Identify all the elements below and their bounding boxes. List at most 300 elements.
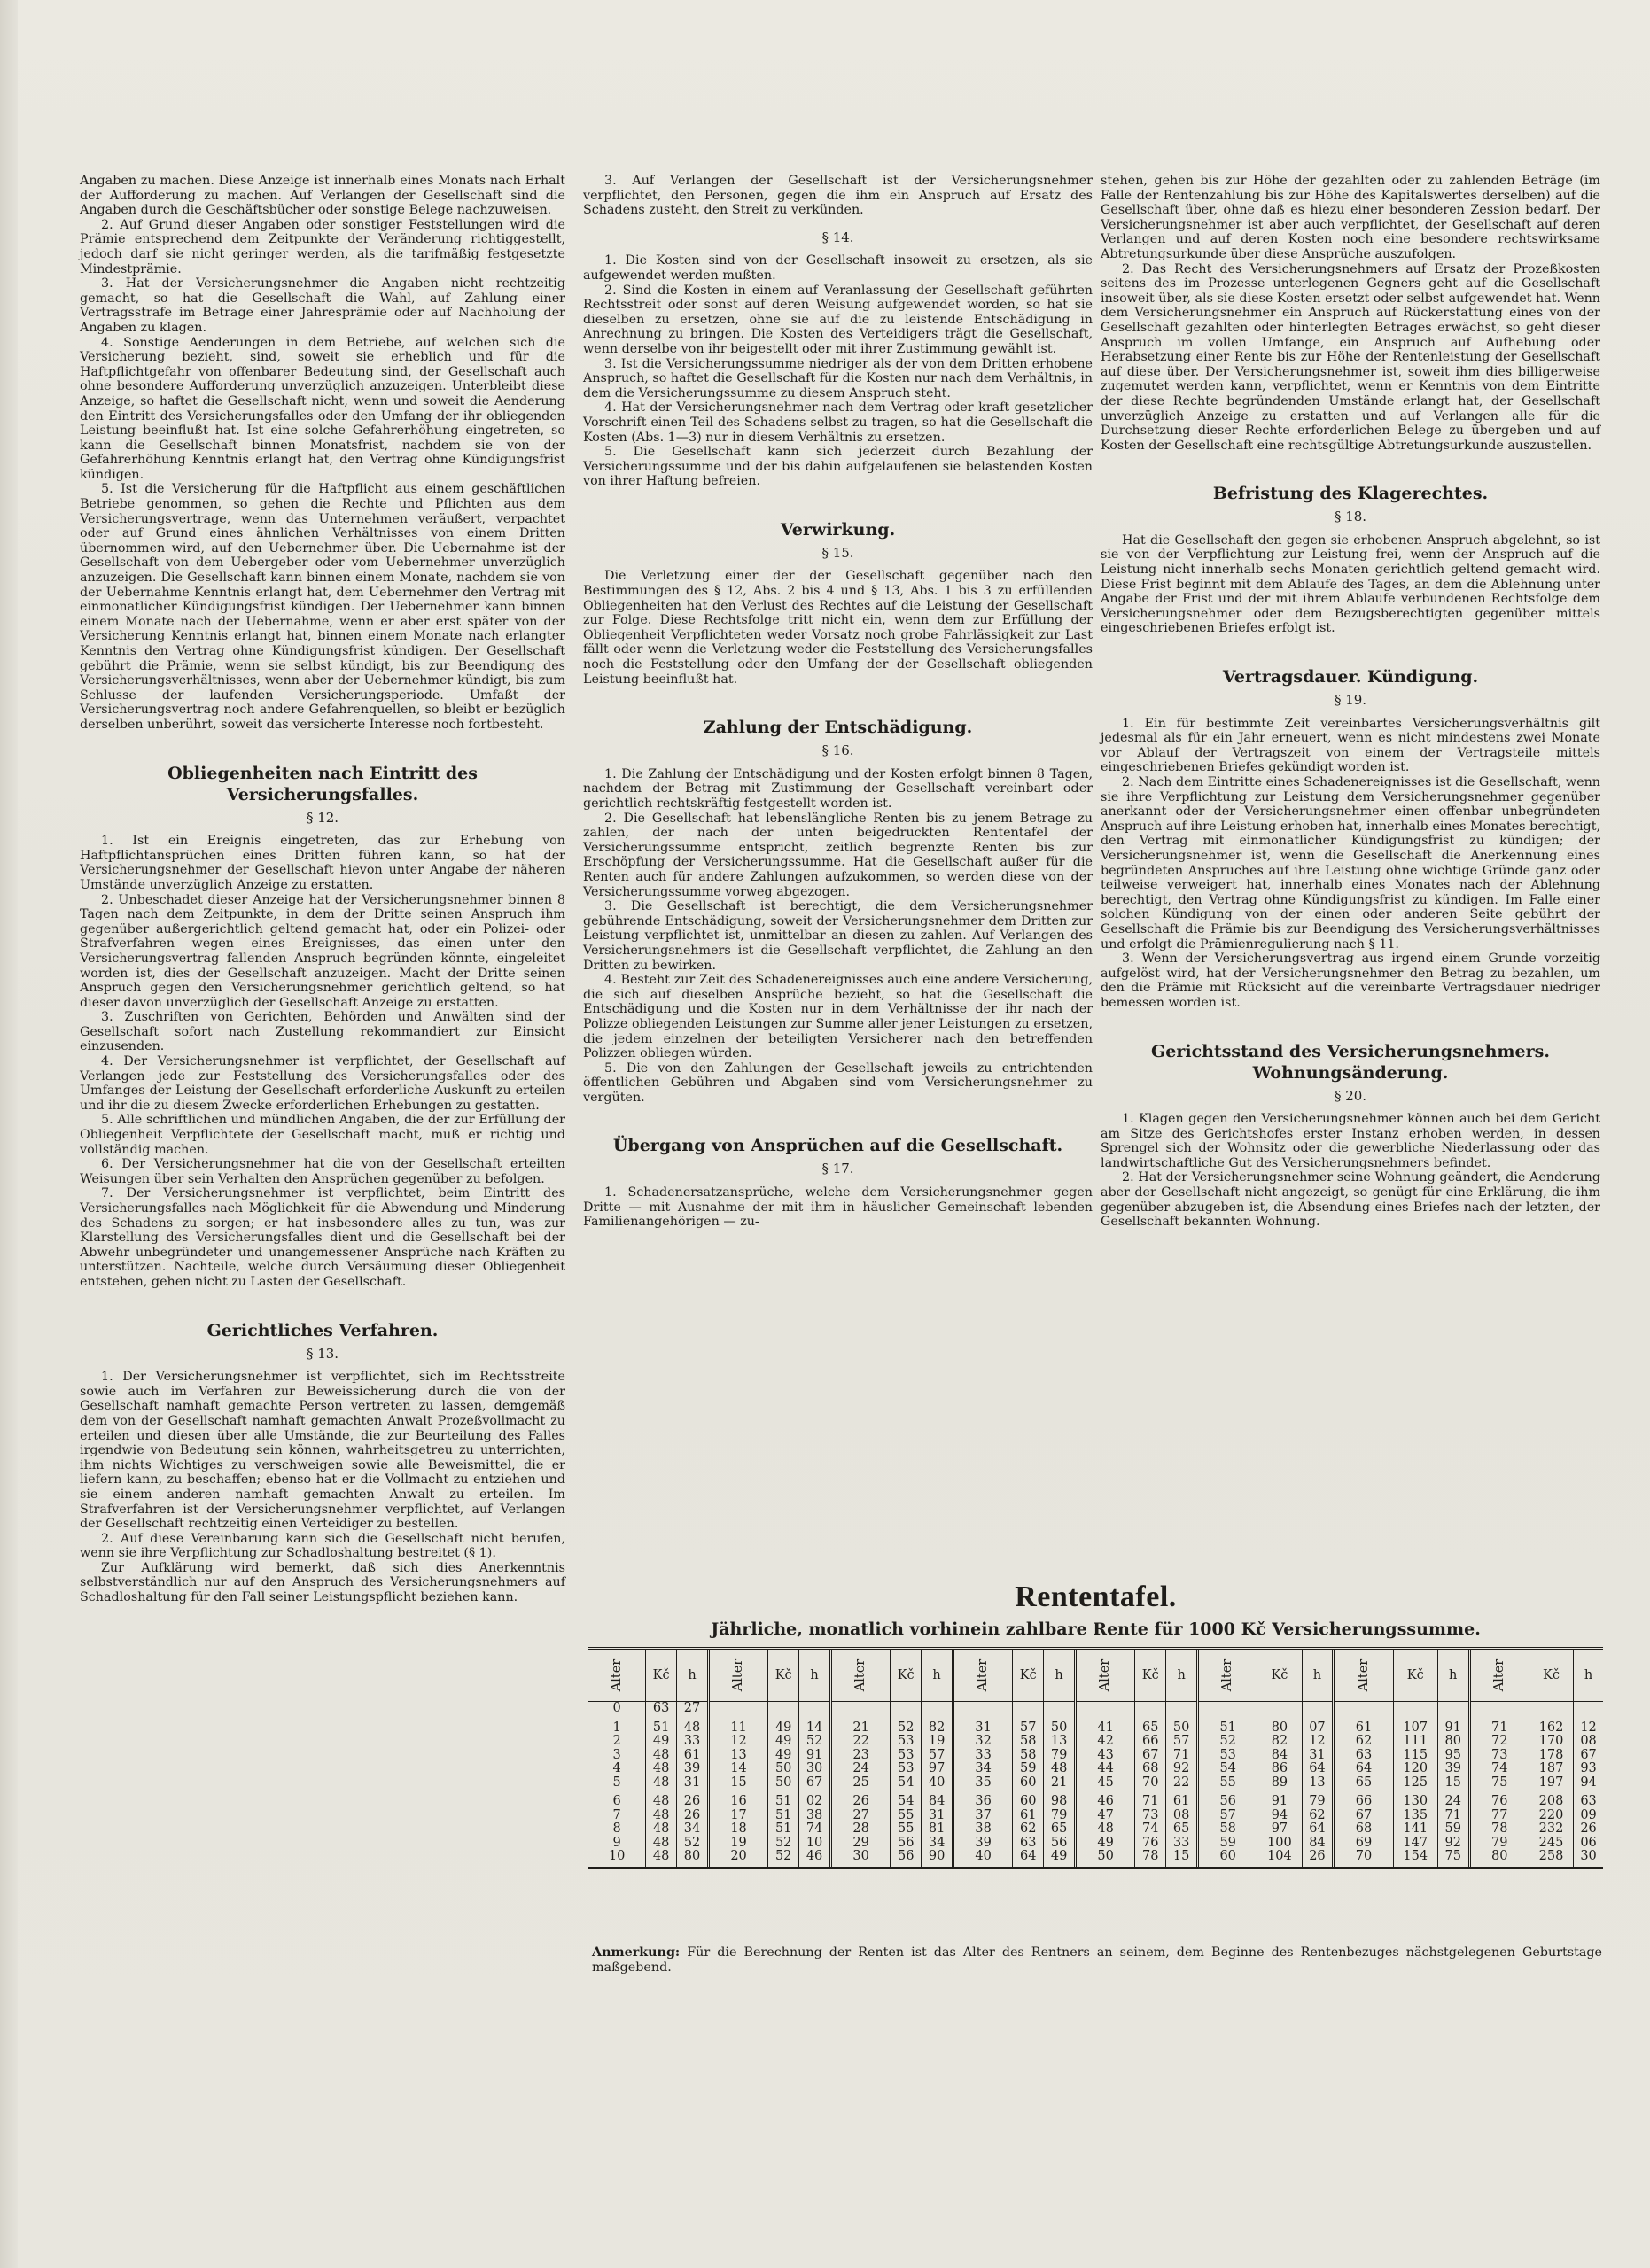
table-cell: 52 — [891, 1721, 922, 1736]
section-number-14: § 14. — [821, 229, 854, 245]
table-cell: 02 — [799, 1795, 831, 1809]
table-header-label: h — [810, 1668, 819, 1682]
paragraph: Angaben zu machen. Diese Anzeige ist innerhalb eines Monats nach Erhalt der Aufforderung zu machen. Auf Verlangen der Gesellschaft sind die Angaben durch die Geschäftsbücher oder sonstige Belege nachzuweisen. — [80, 174, 565, 218]
table-header — [1135, 1649, 1166, 1702]
table-cell: 24 — [1437, 1795, 1469, 1809]
column-right — [1101, 174, 1600, 1230]
table-cell: 97 — [1257, 1822, 1302, 1837]
table-header-label: Alter — [976, 1658, 991, 1692]
table-header-label: h — [1584, 1668, 1593, 1682]
table-cell: 48 — [677, 1721, 709, 1736]
table-cell: 10 — [799, 1837, 831, 1851]
table-header-label: Kč — [1543, 1668, 1560, 1682]
paragraph: stehen, gehen bis zur Höhe der gezahlten oder zu zahlenden Beträge (im Falle der Rentenzahlung bis zur Höhe des Kapitalswertes derselben) auf die Gesellschaft über, ohne daß es hiezu einer besonderen Zession bedarf. Der Versicherungsnehmer ist aber auch verpflichtet, der Gesellschaft auf deren Verlangen und auf deren Kosten noch eine besondere rechtswirksame Abtretungsurkunde über diese Ansprüche auszufolgen. — [1101, 174, 1600, 261]
table-cell: 63 — [1574, 1795, 1603, 1809]
table-cell: 25 — [830, 1776, 890, 1790]
paragraph: 3. Ist die Versicherungssumme niedriger als der von dem Dritten erhobene Anspruch, so haftet die Gesellschaft für die Kosten nur nach dem Verhältnis, in dem die Versicherungssumme zu diesem Anspruch steht. — [583, 356, 1093, 400]
paragraph: 2. Auf Grund dieser Angaben oder sonstiger Feststellungen wird die Prämie entsprechend dem Zeitpunkte der Veränderung richtiggestellt, jedoch darf sie nicht geringer werden, als die tarifmäßig festgesetzte Mindestprämie. — [80, 217, 565, 276]
paragraph: 3. Auf Verlangen der Gesellschaft ist der Versicherungsnehmer verpflichtet, den Personen, gegen die ihm ein Anspruch auf Ersatz des Schadens zusteht, den Streit zu verkünden. — [583, 174, 1093, 218]
table-cell: 21 — [830, 1721, 890, 1736]
table-cell: 50 — [1044, 1721, 1076, 1736]
table-cell: 84 — [1257, 1749, 1302, 1763]
table-cell: 43 — [1076, 1749, 1135, 1763]
table-cell: 56 — [1044, 1837, 1076, 1851]
table-cell: 6 — [612, 1794, 621, 1808]
table-cell: 63 — [1334, 1749, 1393, 1763]
table-header-label: h — [1177, 1668, 1186, 1682]
section-heading-13: Gerichtliches Verfahren. — [206, 1320, 439, 1340]
table-cell: 52 — [799, 1735, 831, 1749]
table-cell: 75 — [1469, 1776, 1529, 1790]
table-cell: 62 — [1302, 1809, 1334, 1823]
table-cell: 34 — [953, 1762, 1012, 1776]
section-heading-17: Übergang von Ansprüchen auf die Gesellschaft. — [612, 1136, 1063, 1156]
table-cell: 52 — [1198, 1735, 1257, 1749]
table-cell: 37 — [953, 1809, 1012, 1823]
table-cell: 77 — [1469, 1809, 1529, 1823]
table-cell: 31 — [922, 1809, 953, 1823]
table-header-label: h — [1312, 1668, 1322, 1682]
paragraph: 4. Der Versicherungsnehmer ist verpflichtet, der Gesellschaft auf Verlangen jede zur Feststellung des Versicherungsfalles oder des Umfanges der Leistung der Gesellschaft erforderliche Auskunft zu erteilen und ihr die zu diesem Zwecke erforderlichen Erhebungen zu gestatten. — [80, 1054, 565, 1113]
table-cell: 48 — [646, 1809, 677, 1823]
table-header — [799, 1649, 831, 1702]
table-header — [1393, 1649, 1437, 1702]
table-cell: 67 — [1334, 1809, 1393, 1823]
table-cell: 86 — [1257, 1762, 1302, 1776]
table-cell: 7 — [612, 1807, 621, 1822]
table-cell: 57 — [1198, 1809, 1257, 1823]
table-cell: 91 — [1257, 1795, 1302, 1809]
table-cell: 79 — [1469, 1837, 1529, 1851]
table-cell: 14 — [799, 1721, 831, 1736]
section-heading-15: Verwirkung. — [780, 519, 896, 540]
table-row — [588, 1735, 1603, 1749]
table-cell: 16 — [708, 1795, 767, 1809]
paragraph: 2. Sind die Kosten in einem auf Veranlassung der Gesellschaft geführten Rechtsstreit oder sonst auf deren Weisung aufgewendet worden, so hat sie dieselben zu ersetzen, ohne sie auf die zu leistende Entschädigung in Anrechnung zu bringen. Die Kosten des Verteidigers trägt die Gesellschaft, wenn derselbe von ihr beigestellt oder mit ihrer Zustimmung gewählt ist. — [583, 283, 1093, 356]
rententafel-note — [592, 1946, 1602, 1975]
table-cell: 55 — [1198, 1776, 1257, 1790]
table-cell: 147 — [1393, 1837, 1437, 1851]
table-cell: 73 — [1135, 1809, 1166, 1823]
table-header-label: Kč — [1271, 1668, 1288, 1682]
table-row — [588, 1776, 1603, 1790]
table-row — [588, 1837, 1603, 1851]
table-header-label: h — [932, 1668, 941, 1682]
table-row — [588, 1702, 1603, 1716]
note-text: Für die Berechnung der Renten ist das Alter des Rentners an seinem, dem Beginne des Rentenbezuges nächstgelegenen Geburtstage maßgebend. — [592, 1946, 1602, 1975]
table-cell: 79 — [1302, 1795, 1334, 1809]
table-header-label: Kč — [1019, 1668, 1037, 1682]
table-cell: 74 — [1135, 1822, 1166, 1837]
paragraph: 3. Wenn der Versicherungsvertrag aus irgend einem Grunde vorzeitig aufgelöst wird, hat der Versicherungsnehmer den Betrag zu bezahlen, um den die Prämie mit Rücksicht auf die vereinbarte Vertragsdauer niedriger bemessen worden ist. — [1101, 951, 1600, 1010]
section-heading-20: Gerichtsstand des Versicherungsnehmers. Wohnungsänderung. — [1151, 1041, 1550, 1083]
section-heading-16: Zahlung der Entschädigung. — [703, 718, 973, 738]
table-cell: 187 — [1529, 1762, 1573, 1776]
table-cell: 89 — [1257, 1776, 1302, 1790]
table-cell: 39 — [1437, 1762, 1469, 1776]
table-cell: 27 — [830, 1809, 890, 1823]
table-cell: 53 — [1198, 1749, 1257, 1763]
table-cell: 2 — [612, 1734, 621, 1748]
paragraph: 2. Die Gesellschaft hat lebenslängliche Renten bis zu jenem Betrage zu zahlen, der nach der unten beigedruckten Rententafel der Versicherungssumme entspricht, zeitlich begrenzte Renten bis zur Erschöpfung der Versicherungssumme. Hat die Gesellschaft außer für die Renten auch für andere Zahlungen aufzukommen, so werden diese von der Versicherungssumme vorweg abgezogen. — [583, 811, 1093, 899]
table-header-label: Alter — [610, 1658, 625, 1692]
table-row — [588, 1749, 1603, 1763]
table-cell: 27 — [677, 1702, 709, 1716]
table-cell: 65 — [1334, 1776, 1393, 1790]
table-cell: 141 — [1393, 1822, 1437, 1837]
table-cell: 51 — [646, 1721, 677, 1736]
table-cell — [1574, 1702, 1603, 1716]
table-cell: 58 — [1013, 1749, 1044, 1763]
paragraph: Zur Aufklärung wird bemerkt, daß sich dies Anerkenntnis selbstverständlich nur auf den Anspruch des Versicherungsnehmers auf Schadloshaltung für den Fall seiner Leistungspflicht beziehen kann. — [80, 1560, 565, 1605]
table-header — [708, 1649, 767, 1702]
table-cell: 30 — [1574, 1850, 1603, 1868]
rententafel — [588, 1580, 1603, 1869]
table-header-label: Alter — [1356, 1658, 1371, 1692]
table-cell: 15 — [708, 1776, 767, 1790]
table-cell: 56 — [891, 1837, 922, 1851]
table-header-label: Alter — [853, 1658, 868, 1692]
table-cell: 68 — [1135, 1762, 1166, 1776]
table-cell: 92 — [1437, 1837, 1469, 1851]
table-cell: 81 — [922, 1822, 953, 1837]
table-cell — [1393, 1702, 1437, 1716]
paragraph: 3. Zuschriften von Gerichten, Behörden und Anwälten sind der Gesellschaft sofort nach Zustellung rekommandiert zur Einsicht einzusenden. — [80, 1010, 565, 1054]
table-cell: 39 — [953, 1837, 1012, 1851]
table-cell — [1076, 1702, 1135, 1716]
table-cell: 69 — [1334, 1837, 1393, 1851]
paragraph: 4. Besteht zur Zeit des Schadenereignisses auch eine andere Versicherung, die sich auf dieselben Ansprüche bezieht, so hat die Gesellschaft die Entschädigung und die Kosten nur in dem Verhältnisse der ihr nach der Polizze obliegenden Leistungen zur Summe aller jener Leistungen zu ersetzen, die jedem einzelnen der beteiligten Versicherer nach den betreffenden Polizzen obliegen würden. — [583, 973, 1093, 1061]
paragraph: 2. Unbeschadet dieser Anzeige hat der Versicherungsnehmer binnen 8 Tagen nach dem Zeitpunkte, in dem der Dritte seinen Anspruch ihm gegenüber außergerichtlich geltend gemacht hat, oder ein Polizei- oder Strafverfahren wegen eines Ereignisses, das einen unter den Versicherungsvertrag fallenden Anspruch begründen könnte, eingeleitet worden ist, dies der Gesellschaft anzuzeigen. Macht der Dritte seinen Anspruch gegen den Versicherungsnehmer gerichtlich geltend, so hat dieser davon unverzüglich der Gesellschaft Anzeige zu erstatten. — [80, 892, 565, 1010]
table-cell: 55 — [891, 1822, 922, 1837]
table-cell: 5 — [612, 1775, 621, 1790]
table-cell: 30 — [830, 1850, 890, 1868]
rententafel-title: Rententafel. — [1015, 1581, 1177, 1613]
table-cell: 08 — [1166, 1809, 1198, 1823]
table-cell: 49 — [1076, 1837, 1135, 1851]
table-cell — [922, 1702, 953, 1716]
table-cell: 93 — [1574, 1762, 1603, 1776]
table-cell: 9 — [612, 1835, 621, 1850]
table-header-label: Kč — [774, 1668, 792, 1682]
table-cell — [1529, 1702, 1573, 1716]
table-cell: 33 — [953, 1749, 1012, 1763]
table-cell: 57 — [922, 1749, 953, 1763]
table-cell: 111 — [1393, 1735, 1437, 1749]
table-header-label: Kč — [1141, 1668, 1159, 1682]
table-header — [1257, 1649, 1302, 1702]
table-cell: 50 — [768, 1776, 799, 1790]
table-cell: 45 — [1076, 1776, 1135, 1790]
table-cell: 61 — [1013, 1809, 1044, 1823]
table-cell: 61 — [677, 1749, 709, 1763]
paragraph: Hat die Gesellschaft den gegen sie erhobenen Anspruch abgelehnt, so ist sie von der Verpflichtung zur Leistung frei, wenn der Anspruch auf die Leistung nicht innerhalb sechs Monaten gerichtlich geltend gemacht wird. Diese Frist beginnt mit dem Ablaufe des Tages, an dem die Ablehnung unter Angabe der Frist und der mit ihrem Ablaufe verbundenen Rechtsfolge dem Versicherungsnehmer oder dem Bezugsberechtigten gegenüber mittels eingeschriebenen Briefes erfolgt ist. — [1101, 532, 1600, 636]
table-cell: 71 — [1469, 1721, 1529, 1736]
table-cell: 76 — [1469, 1795, 1529, 1809]
table-cell: 49 — [768, 1721, 799, 1736]
table-cell: 79 — [1044, 1749, 1076, 1763]
table-cell: 06 — [1574, 1837, 1603, 1851]
table-cell: 120 — [1393, 1762, 1437, 1776]
table-cell: 23 — [830, 1749, 890, 1763]
table-cell: 72 — [1469, 1735, 1529, 1749]
table-cell: 68 — [1334, 1822, 1393, 1837]
table-cell: 232 — [1529, 1822, 1573, 1837]
table-cell: 48 — [646, 1850, 677, 1868]
table-cell: 67 — [1135, 1749, 1166, 1763]
table-cell: 31 — [677, 1776, 709, 1790]
table-cell: 40 — [922, 1776, 953, 1790]
table-cell: 35 — [953, 1776, 1012, 1790]
table-cell: 59 — [1013, 1762, 1044, 1776]
section-number-12: § 12. — [306, 809, 339, 826]
table-cell — [1302, 1702, 1334, 1716]
table-header — [830, 1649, 890, 1702]
rente-table — [588, 1647, 1603, 1869]
table-cell: 245 — [1529, 1837, 1573, 1851]
table-cell: 57 — [1013, 1721, 1044, 1736]
table-cell: 107 — [1393, 1721, 1437, 1736]
table-cell: 130 — [1393, 1795, 1437, 1809]
table-cell: 82 — [1257, 1735, 1302, 1749]
table-cell: 170 — [1529, 1735, 1573, 1749]
paragraph: 4. Hat der Versicherungsnehmer nach dem Vertrag oder kraft gesetzlicher Vorschrift einen Teil des Schadens selbst zu tragen, so hat die Gesellschaft die Kosten (Abs. 1—3) nur in diesem Verhältnis zu ersetzen. — [583, 400, 1093, 445]
column-left — [80, 174, 565, 1605]
table-header-label: Kč — [1406, 1668, 1424, 1682]
table-cell: 97 — [922, 1762, 953, 1776]
table-cell: 39 — [677, 1762, 709, 1776]
table-cell: 135 — [1393, 1809, 1437, 1823]
table-header-label: Alter — [731, 1658, 746, 1692]
table-cell: 54 — [891, 1776, 922, 1790]
table-cell: 48 — [1044, 1762, 1076, 1776]
paragraph: 7. Der Versicherungsnehmer ist verpflichtet, beim Eintritt des Versicherungsfalles nach Möglichkeit für die Abwendung und Minderung des Schadens zu sorgen; er hat insbesondere alles zu tun, was zur Klarstellung des Versicherungsfalles dient und die Gesellschaft bei der Abwehr unbegründeter und unangemessener Ansprüche nach Kräften zu unterstützen. Nachteile, welche durch Versäumung dieser Obliegenheit entstehen, gehen nicht zu Lasten der Gesellschaft. — [80, 1186, 565, 1289]
table-cell: 63 — [646, 1702, 677, 1716]
table-cell: 78 — [1469, 1822, 1529, 1837]
table-cell: 14 — [708, 1762, 767, 1776]
table-cell: 46 — [1076, 1795, 1135, 1809]
paragraph: 1. Klagen gegen den Versicherungsnehmer können auch bei dem Gericht am Sitze des Gerichtshofes erster Instanz erhoben werden, in dessen Sprengel sich der Wohnsitz oder die gewerbliche Niederlassung oder das landwirtschaftliche Gut des Versicherungsnehmers befindet. — [1101, 1112, 1600, 1170]
table-cell: 21 — [1044, 1776, 1076, 1790]
table-cell: 48 — [646, 1776, 677, 1790]
table-cell: 51 — [768, 1795, 799, 1809]
table-cell: 48 — [646, 1795, 677, 1809]
paragraph: 5. Ist die Versicherung für die Haftpflicht aus einem geschäftlichen Betriebe genommen, so gehen die Rechte und Pflichten aus dem Versicherungsvertrage, wenn das Unternehmen veräußert, verpachtet oder auf Grund eines ähnlichen Verhältnisses von einem Dritten übernommen wird, auf den Uebernehmer über. Die Uebernahme ist der Gesellschaft von dem Uebergeber oder vom Uebernehmer unverzüglich anzuzeigen. Die Gesellschaft kann binnen einem Monate, nachdem sie von der Uebernahme Kenntnis erlangt hat, dem Uebernehmer den Vertrag mit einmonatlicher Kündigungsfrist kündigen. Der Uebernehmer kann binnen einem Monate nach der Uebernahme, wenn er aber erst später von der Versicherung Kenntnis erlangt hat, binnen einem Monate nach erlangter Kenntnis den Vertrag ohne Kündigungsfrist kündigen. Der Gesellschaft gebührt die Prämie, wenn sie selbst kündigt, bis zur Beendigung des Versicherungsverhältnisses, wenn aber der Uebernehmer kündigt, bis zum Schlusse der laufenden Versicherungsperiode. Umfaßt der Versicherungsvertrag noch andere Gefahrenquellen, so bleibt er bezüglich derselben unberührt, soweit das versicherte Interesse noch fortbesteht. — [80, 482, 565, 732]
section-number-15: § 15. — [821, 544, 854, 561]
table-cell: 49 — [768, 1749, 799, 1763]
table-cell: 66 — [1334, 1795, 1393, 1809]
table-cell: 38 — [799, 1809, 831, 1823]
table-cell: 32 — [953, 1735, 1012, 1749]
paragraph: 1. Schadenersatzansprüche, welche dem Versicherungsnehmer gegen Dritte — mit Ausnahme der mit ihm in häuslicher Gemeinschaft lebenden Familienangehörigen — zu- — [583, 1185, 1093, 1230]
table-cell: 28 — [830, 1822, 890, 1837]
table-cell: 36 — [953, 1795, 1012, 1809]
table-header — [677, 1649, 709, 1702]
table-header — [1469, 1649, 1529, 1702]
table-cell: 48 — [646, 1762, 677, 1776]
table-cell: 26 — [677, 1809, 709, 1823]
table-cell: 54 — [891, 1795, 922, 1809]
table-cell: 0 — [612, 1701, 621, 1715]
table-cell: 80 — [1469, 1850, 1529, 1868]
section-heading-18: Befristung des Klagerechtes. — [1212, 484, 1489, 504]
table-cell: 20 — [708, 1850, 767, 1868]
table-row — [588, 1822, 1603, 1837]
paragraph: 1. Ein für bestimmte Zeit vereinbartes Versicherungsverhältnis gilt jedesmal als für ein Jahr erneuert, wenn es nicht mindestens zwei Monate vor Ablauf der Vertragszeit von einem der Vertragsteile mittels eingeschriebenen Briefes gekündigt worden ist. — [1101, 716, 1600, 775]
table-cell: 80 — [1437, 1735, 1469, 1749]
table-cell: 70 — [1334, 1850, 1393, 1868]
table-header — [1076, 1649, 1135, 1702]
table-header-label: Alter — [1492, 1658, 1507, 1692]
table-row — [588, 1721, 1603, 1736]
table-cell: 50 — [1076, 1850, 1135, 1868]
section-number-16: § 16. — [821, 742, 854, 759]
table-cell: 48 — [646, 1837, 677, 1851]
table-cell: 08 — [1574, 1735, 1603, 1749]
table-cell: 26 — [1574, 1822, 1603, 1837]
table-cell: 57 — [1166, 1735, 1198, 1749]
paragraph: 1. Die Kosten sind von der Gesellschaft insoweit zu ersetzen, als sie aufgewendet werden mußten. — [583, 253, 1093, 283]
table-cell: 79 — [1044, 1809, 1076, 1823]
table-cell: 51 — [768, 1822, 799, 1837]
table-row — [588, 1809, 1603, 1823]
table-cell: 29 — [830, 1837, 890, 1851]
table-cell: 49 — [646, 1735, 677, 1749]
table-header — [1437, 1649, 1469, 1702]
table-cell: 41 — [1076, 1721, 1135, 1736]
table-header — [646, 1649, 677, 1702]
paragraph: 4. Sonstige Aenderungen in dem Betriebe, auf welchen sich die Versicherung bezieht, sind, soweit sie erheblich und für die Haftpflichtgefahr von offenbarer Bedeutung sind, der Gesellschaft auch ohne besondere Aufforderung unverzüglich anzuzeigen. Unterbleibt diese Anzeige, so haftet die Gesellschaft nicht, wenn und soweit die Aenderung den Eintritt des Versicherungsfalles oder den Umfang der ihr obliegenden Leistung beeinflußt hat. Ist eine solche Gefahrerhöhung eingetreten, so kann die Gesellschaft binnen Monatsfrist, nachdem sie von der Gefahrerhöhung Kenntnis erlangt hat, den Vertrag ohne Kündigungsfrist kündigen. — [80, 335, 565, 482]
table-cell: 42 — [1076, 1735, 1135, 1749]
table-cell: 15 — [1437, 1776, 1469, 1790]
table-header-label: Kč — [652, 1668, 670, 1682]
table-cell: 63 — [1013, 1837, 1044, 1851]
table-header — [768, 1649, 799, 1702]
table-cell: 60 — [1013, 1795, 1044, 1809]
table-cell: 70 — [1135, 1776, 1166, 1790]
table-cell: 34 — [677, 1822, 709, 1837]
table-cell — [1437, 1702, 1469, 1716]
table-cell — [1166, 1702, 1198, 1716]
table-cell: 56 — [891, 1850, 922, 1868]
table-cell: 64 — [1302, 1762, 1334, 1776]
table-cell: 40 — [953, 1850, 1012, 1868]
table-cell: 162 — [1529, 1721, 1573, 1736]
paragraph: 1. Die Zahlung der Entschädigung und der Kosten erfolgt binnen 8 Tagen, nachdem der Betrag mit Zustimmung der Gesellschaft vereinbart oder gerichtlich rechtskräftig festgestellt worden ist. — [583, 766, 1093, 811]
table-cell: 51 — [1198, 1721, 1257, 1736]
section-heading-12: Obliegenheiten nach Eintritt des Versicherungsfalles. — [167, 763, 478, 804]
table-cell: 34 — [922, 1837, 953, 1851]
table-cell: 56 — [1198, 1795, 1257, 1809]
table-cell: 67 — [799, 1776, 831, 1790]
table-cell — [1334, 1702, 1393, 1716]
table-cell: 94 — [1257, 1809, 1302, 1823]
section-number-13: § 13. — [306, 1345, 339, 1362]
table-cell: 92 — [1166, 1762, 1198, 1776]
table-cell: 64 — [1013, 1850, 1044, 1868]
table-cell: 71 — [1135, 1795, 1166, 1809]
table-cell: 64 — [1302, 1822, 1334, 1837]
table-cell: 100 — [1257, 1837, 1302, 1851]
table-header — [891, 1649, 922, 1702]
table-cell — [953, 1702, 1012, 1716]
paragraph: 5. Die Gesellschaft kann sich jederzeit durch Bezahlung der Versicherungssumme und der bis dahin aufgelaufenen sie belastenden Kosten von ihrer Haftung befreien. — [583, 445, 1093, 489]
table-cell: 22 — [830, 1735, 890, 1749]
table-cell — [708, 1702, 767, 1716]
table-cell: 91 — [799, 1749, 831, 1763]
table-cell: 59 — [1198, 1837, 1257, 1851]
table-cell: 154 — [1393, 1850, 1437, 1868]
table-cell: 95 — [1437, 1749, 1469, 1763]
table-cell: 13 — [1044, 1735, 1076, 1749]
note-label: Anmerkung: — [592, 1946, 681, 1960]
table-cell: 78 — [1135, 1850, 1166, 1868]
table-row — [588, 1762, 1603, 1776]
table-cell: 64 — [1334, 1762, 1393, 1776]
table-cell: 48 — [646, 1749, 677, 1763]
table-cell — [891, 1702, 922, 1716]
table-cell: 76 — [1135, 1837, 1166, 1851]
table-header-label: h — [688, 1668, 697, 1682]
table-header — [1044, 1649, 1076, 1702]
table-cell: 53 — [891, 1735, 922, 1749]
table-cell: 60 — [1013, 1776, 1044, 1790]
table-cell: 178 — [1529, 1749, 1573, 1763]
table-cell: 65 — [1044, 1822, 1076, 1837]
paragraph: 2. Das Recht des Versicherungsnehmers auf Ersatz der Prozeßkosten seitens des im Prozesse unterlegenen Gegners geht auf die Gesellschaft insoweit über, als sie diese Kosten ersetzt oder selbst aufgewendet hat. Wenn dem Versicherungsnehmer ein Anspruch auf Rückerstattung eines von der Gesellschaft gezahlten oder hinterlegten Betrages erwächst, so geht dieser Anspruch im vollen Umfange, ein Anspruch auf Aufhebung oder Herabsetzung einer Rente bis zur Höhe der Rentenleistung der Gesellschaft auf diese über. Der Versicherungsnehmer ist, soweit ihm dies billigerweise zugemutet werden kann, verpflichtet, wenn er Kenntnis von dem Eintritte der diese Rechte begründenden Umstände erlangt hat, der Gesellschaft unverzüglich Anzeige zu erstatten und auf Verlangen alle für die Durchsetzung dieser Rechte erforderlichen Belege zu übergeben und auf Kosten der Gesellschaft eine rechtsgültige Abtretungsurkunde auszustellen. — [1101, 261, 1600, 453]
table-cell: 220 — [1529, 1809, 1573, 1823]
table-cell: 15 — [1166, 1850, 1198, 1868]
table-header — [953, 1649, 1012, 1702]
paragraph: 3. Die Gesellschaft ist berechtigt, die dem Versicherungsnehmer gebührende Entschädigung, soweit der Versicherungsnehmer dem Dritten zur Leistung verpflichtet ist, unmittelbar an diesen zu zahlen. Auf Verlangen des Versicherungsnehmers ist die Gesellschaft verpflichtet, die Zahlung an den Dritten zu bewirken. — [583, 899, 1093, 973]
table-header — [1334, 1649, 1393, 1702]
table-cell: 17 — [708, 1809, 767, 1823]
table-cell: 48 — [646, 1822, 677, 1837]
table-cell: 74 — [1469, 1762, 1529, 1776]
table-cell: 125 — [1393, 1776, 1437, 1790]
table-cell: 19 — [708, 1837, 767, 1851]
table-header — [1166, 1649, 1198, 1702]
table-cell: 197 — [1529, 1776, 1573, 1790]
table-header — [588, 1649, 646, 1702]
table-cell: 19 — [922, 1735, 953, 1749]
table-cell: 13 — [708, 1749, 767, 1763]
table-cell: 31 — [953, 1721, 1012, 1736]
table-cell: 51 — [768, 1809, 799, 1823]
paragraph: 3. Hat der Versicherungsnehmer die Angaben nicht rechtzeitig gemacht, so hat die Gesellschaft die Wahl, auf Zahlung einer Vertragsstrafe im Betrage einer Jahresprämie oder auf Nachholung der Angaben zu klagen. — [80, 276, 565, 335]
table-cell: 4 — [612, 1761, 621, 1775]
page-edge — [0, 0, 18, 2268]
table-cell — [1198, 1702, 1257, 1716]
table-header-label: Alter — [1098, 1658, 1113, 1692]
table-header — [1013, 1649, 1044, 1702]
table-cell: 61 — [1334, 1721, 1393, 1736]
table-cell: 53 — [891, 1749, 922, 1763]
table-cell: 84 — [1302, 1837, 1334, 1851]
table-cell: 09 — [1574, 1809, 1603, 1823]
table-cell: 8 — [612, 1821, 621, 1836]
table-cell: 115 — [1393, 1749, 1437, 1763]
table-cell: 208 — [1529, 1795, 1573, 1809]
table-cell: 30 — [799, 1762, 831, 1776]
table-cell: 26 — [830, 1795, 890, 1809]
table-cell: 62 — [1013, 1822, 1044, 1837]
table-cell — [1044, 1702, 1076, 1716]
table-cell: 13 — [1302, 1776, 1334, 1790]
table-header-label: h — [1055, 1668, 1063, 1682]
table-cell: 66 — [1135, 1735, 1166, 1749]
table-cell: 65 — [1166, 1822, 1198, 1837]
